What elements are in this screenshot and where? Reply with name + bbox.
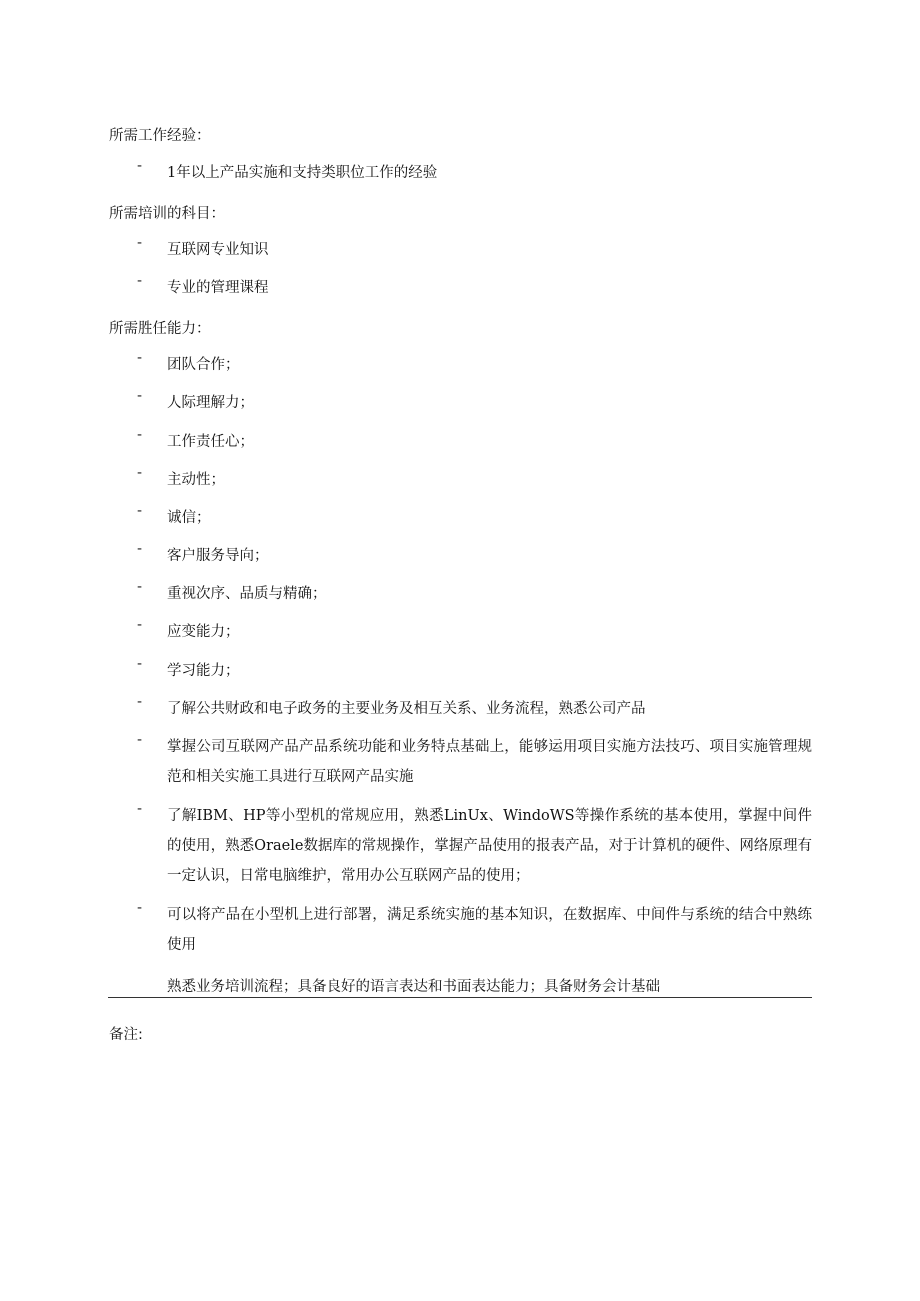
bullet-dash: - bbox=[137, 503, 143, 519]
remarks-heading: 备注: bbox=[109, 1027, 143, 1043]
list-item-text: 了解公共财政和电子政务的主要业务及相互关系、业务流程，熟悉公司产品 bbox=[167, 701, 646, 717]
bullet-dash: - bbox=[137, 617, 143, 633]
experience-heading: 所需工作经验： bbox=[109, 128, 211, 144]
bullet-dash: - bbox=[137, 656, 143, 672]
bullet-dash: - bbox=[137, 427, 143, 443]
divider-line bbox=[108, 997, 812, 998]
bullet-dash: - bbox=[137, 388, 143, 404]
bullet-dash: - bbox=[137, 158, 143, 174]
trailing-text: 熟悉业务培训流程；具备良好的语言表达和书面表达能力；具备财务会计基础 bbox=[167, 979, 660, 995]
list-item-text: 可以将产品在小型机上进行部署，满足系统实施的基本知识，在数据库、中间件与系统的结合中熟练使用 bbox=[167, 907, 812, 953]
bullet-dash: - bbox=[137, 801, 143, 817]
bullet-dash: - bbox=[137, 900, 143, 916]
list-item-text: 重视次序、品质与精确； bbox=[167, 586, 327, 602]
bullet-dash: - bbox=[137, 732, 143, 748]
bullet-dash: - bbox=[137, 465, 143, 481]
list-item-text: 主动性； bbox=[167, 472, 225, 488]
list-item-text: 客户服务导向； bbox=[167, 548, 269, 564]
list-item-text: 人际理解力； bbox=[167, 395, 254, 411]
competency-heading: 所需胜任能力： bbox=[109, 321, 211, 337]
list-item-text: 诚信； bbox=[167, 510, 211, 526]
bullet-dash: - bbox=[137, 235, 143, 251]
list-item-text: 应变能力； bbox=[167, 624, 240, 640]
bullet-dash: - bbox=[137, 350, 143, 366]
list-item-text: 掌握公司互联网产品产品系统功能和业务特点基础上，能够运用项目实施方法技巧、项目实施管理规范和相关实施工具进行互联网产品实施 bbox=[167, 739, 812, 785]
bullet-dash: - bbox=[137, 541, 143, 557]
list-item-text: 1年以上产品实施和支持类职位工作的经验 bbox=[167, 165, 438, 181]
training-heading: 所需培训的科目： bbox=[109, 206, 225, 222]
list-item-text: 专业的管理课程 bbox=[167, 280, 269, 296]
list-item-text: 互联网专业知识 bbox=[167, 242, 269, 258]
list-item-text: 学习能力； bbox=[167, 663, 240, 679]
bullet-dash: - bbox=[137, 273, 143, 289]
list-item-text: 了解IBM、HP等小型机的常规应用，熟悉LinUx、WindoWS等操作系统的基本使用，掌握中间件的使用，熟悉Oraele数据库的常规操作，掌握产品使用的报表产品，对于计算机的硬件、网络原理有一定认识，日常电脑维护，常用办公互联网产品的使用； bbox=[167, 808, 812, 884]
list-item-text: 工作责任心； bbox=[167, 434, 254, 450]
list-item-text: 团队合作； bbox=[167, 357, 240, 373]
bullet-dash: - bbox=[137, 579, 143, 595]
bullet-dash: - bbox=[137, 694, 143, 710]
